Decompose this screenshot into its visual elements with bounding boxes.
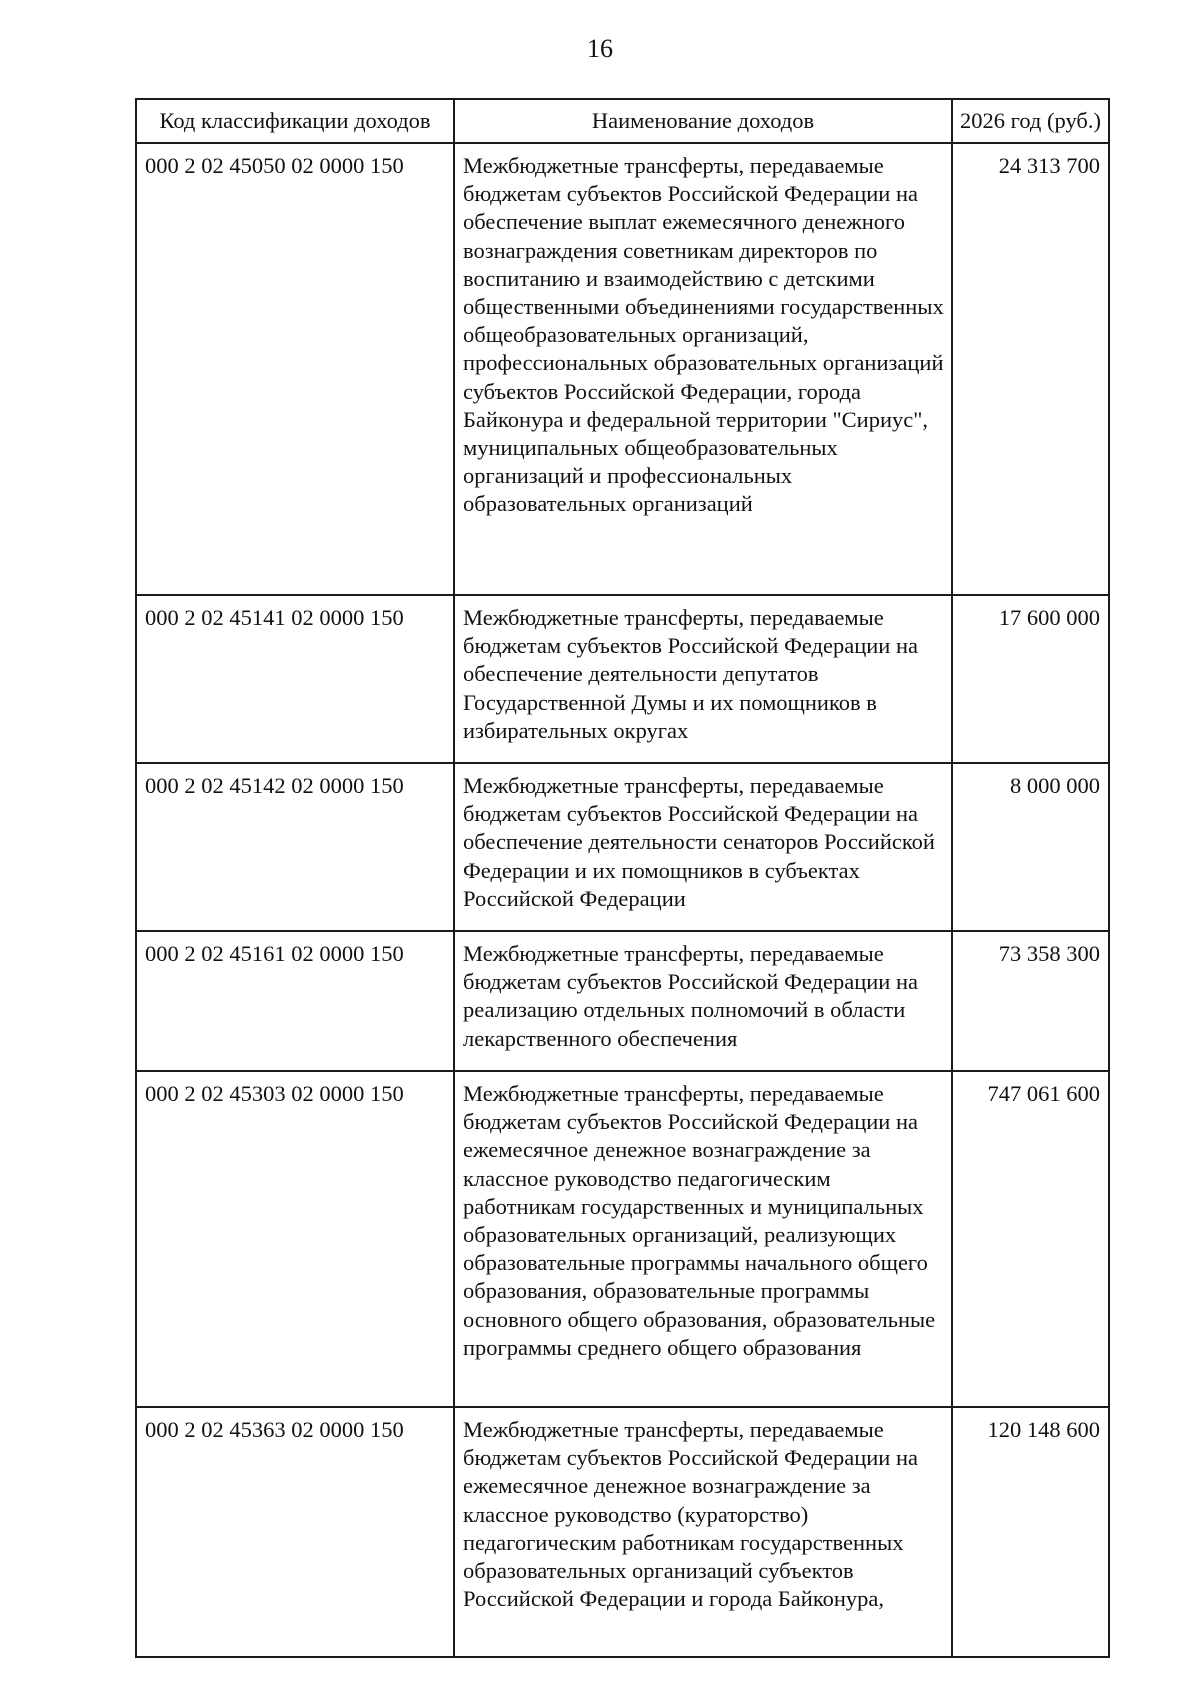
revenue-code: 000 2 02 45363 02 0000 150 <box>136 1407 454 1657</box>
revenue-code: 000 2 02 45303 02 0000 150 <box>136 1071 454 1407</box>
revenue-code: 000 2 02 45142 02 0000 150 <box>136 763 454 931</box>
revenue-name: Межбюджетные трансферты, передаваемые бюджетам субъектов Российской Федерации на обеспечение деятельности депутатов Государственной Думы и их помощников в избирательных округах <box>454 595 952 763</box>
table-row <box>136 1071 1109 1407</box>
revenue-amount: 73 358 300 <box>952 931 1109 1071</box>
page-number: 16 <box>587 34 613 63</box>
revenue-amount: 747 061 600 <box>952 1071 1109 1407</box>
table-row <box>136 1407 1109 1657</box>
header-code-column: Код классификации доходов <box>136 99 454 143</box>
header-name-column: Наименование доходов <box>454 99 952 143</box>
revenue-name: Межбюджетные трансферты, передаваемые бюджетам субъектов Российской Федерации на ежемесячное денежное вознаграждение за классное руководство педагогическим работникам государственных и муниципальных образовательных организаций, реализующих образовательные программы начального общего образования, образовательные программы основного общего образования, образовательные программы среднего общего образования <box>454 1071 952 1407</box>
revenue-name: Межбюджетные трансферты, передаваемые бюджетам субъектов Российской Федерации на реализацию отдельных полномочий в области лекарственного обеспечения <box>454 931 952 1071</box>
revenue-table <box>135 98 1110 1658</box>
header-amount-column: 2026 год (руб.) <box>952 99 1109 143</box>
revenue-amount: 24 313 700 <box>952 143 1109 595</box>
table-header-row <box>136 99 1109 143</box>
revenue-amount: 120 148 600 <box>952 1407 1109 1657</box>
table-row <box>136 763 1109 931</box>
table-row <box>136 595 1109 763</box>
revenue-amount: 17 600 000 <box>952 595 1109 763</box>
revenue-name: Межбюджетные трансферты, передаваемые бюджетам субъектов Российской Федерации на обеспечение деятельности сенаторов Российской Федерации и их помощников в субъектах Российской Федерации <box>454 763 952 931</box>
revenue-amount: 8 000 000 <box>952 763 1109 931</box>
table-row <box>136 931 1109 1071</box>
table-row <box>136 143 1109 595</box>
revenue-name: Межбюджетные трансферты, передаваемые бюджетам субъектов Российской Федерации на ежемесячное денежное вознаграждение за классное руководство (кураторство) педагогическим работникам государственных образовательных организаций субъектов Российской Федерации и города Байконура, <box>454 1407 952 1657</box>
revenue-code: 000 2 02 45161 02 0000 150 <box>136 931 454 1071</box>
revenue-code: 000 2 02 45141 02 0000 150 <box>136 595 454 763</box>
revenue-code: 000 2 02 45050 02 0000 150 <box>136 143 454 595</box>
revenue-name: Межбюджетные трансферты, передаваемые бюджетам субъектов Российской Федерации на обеспечение выплат ежемесячного денежного вознаграждения советникам директоров по воспитанию и взаимодействию с детскими общественными объединениями государственных общеобразовательных организаций, профессиональных образовательных организаций субъектов Российской Федерации, города Байконура и федеральной территории "Сириус", муниципальных общеобразовательных организаций и профессиональных образовательных организаций <box>454 143 952 595</box>
